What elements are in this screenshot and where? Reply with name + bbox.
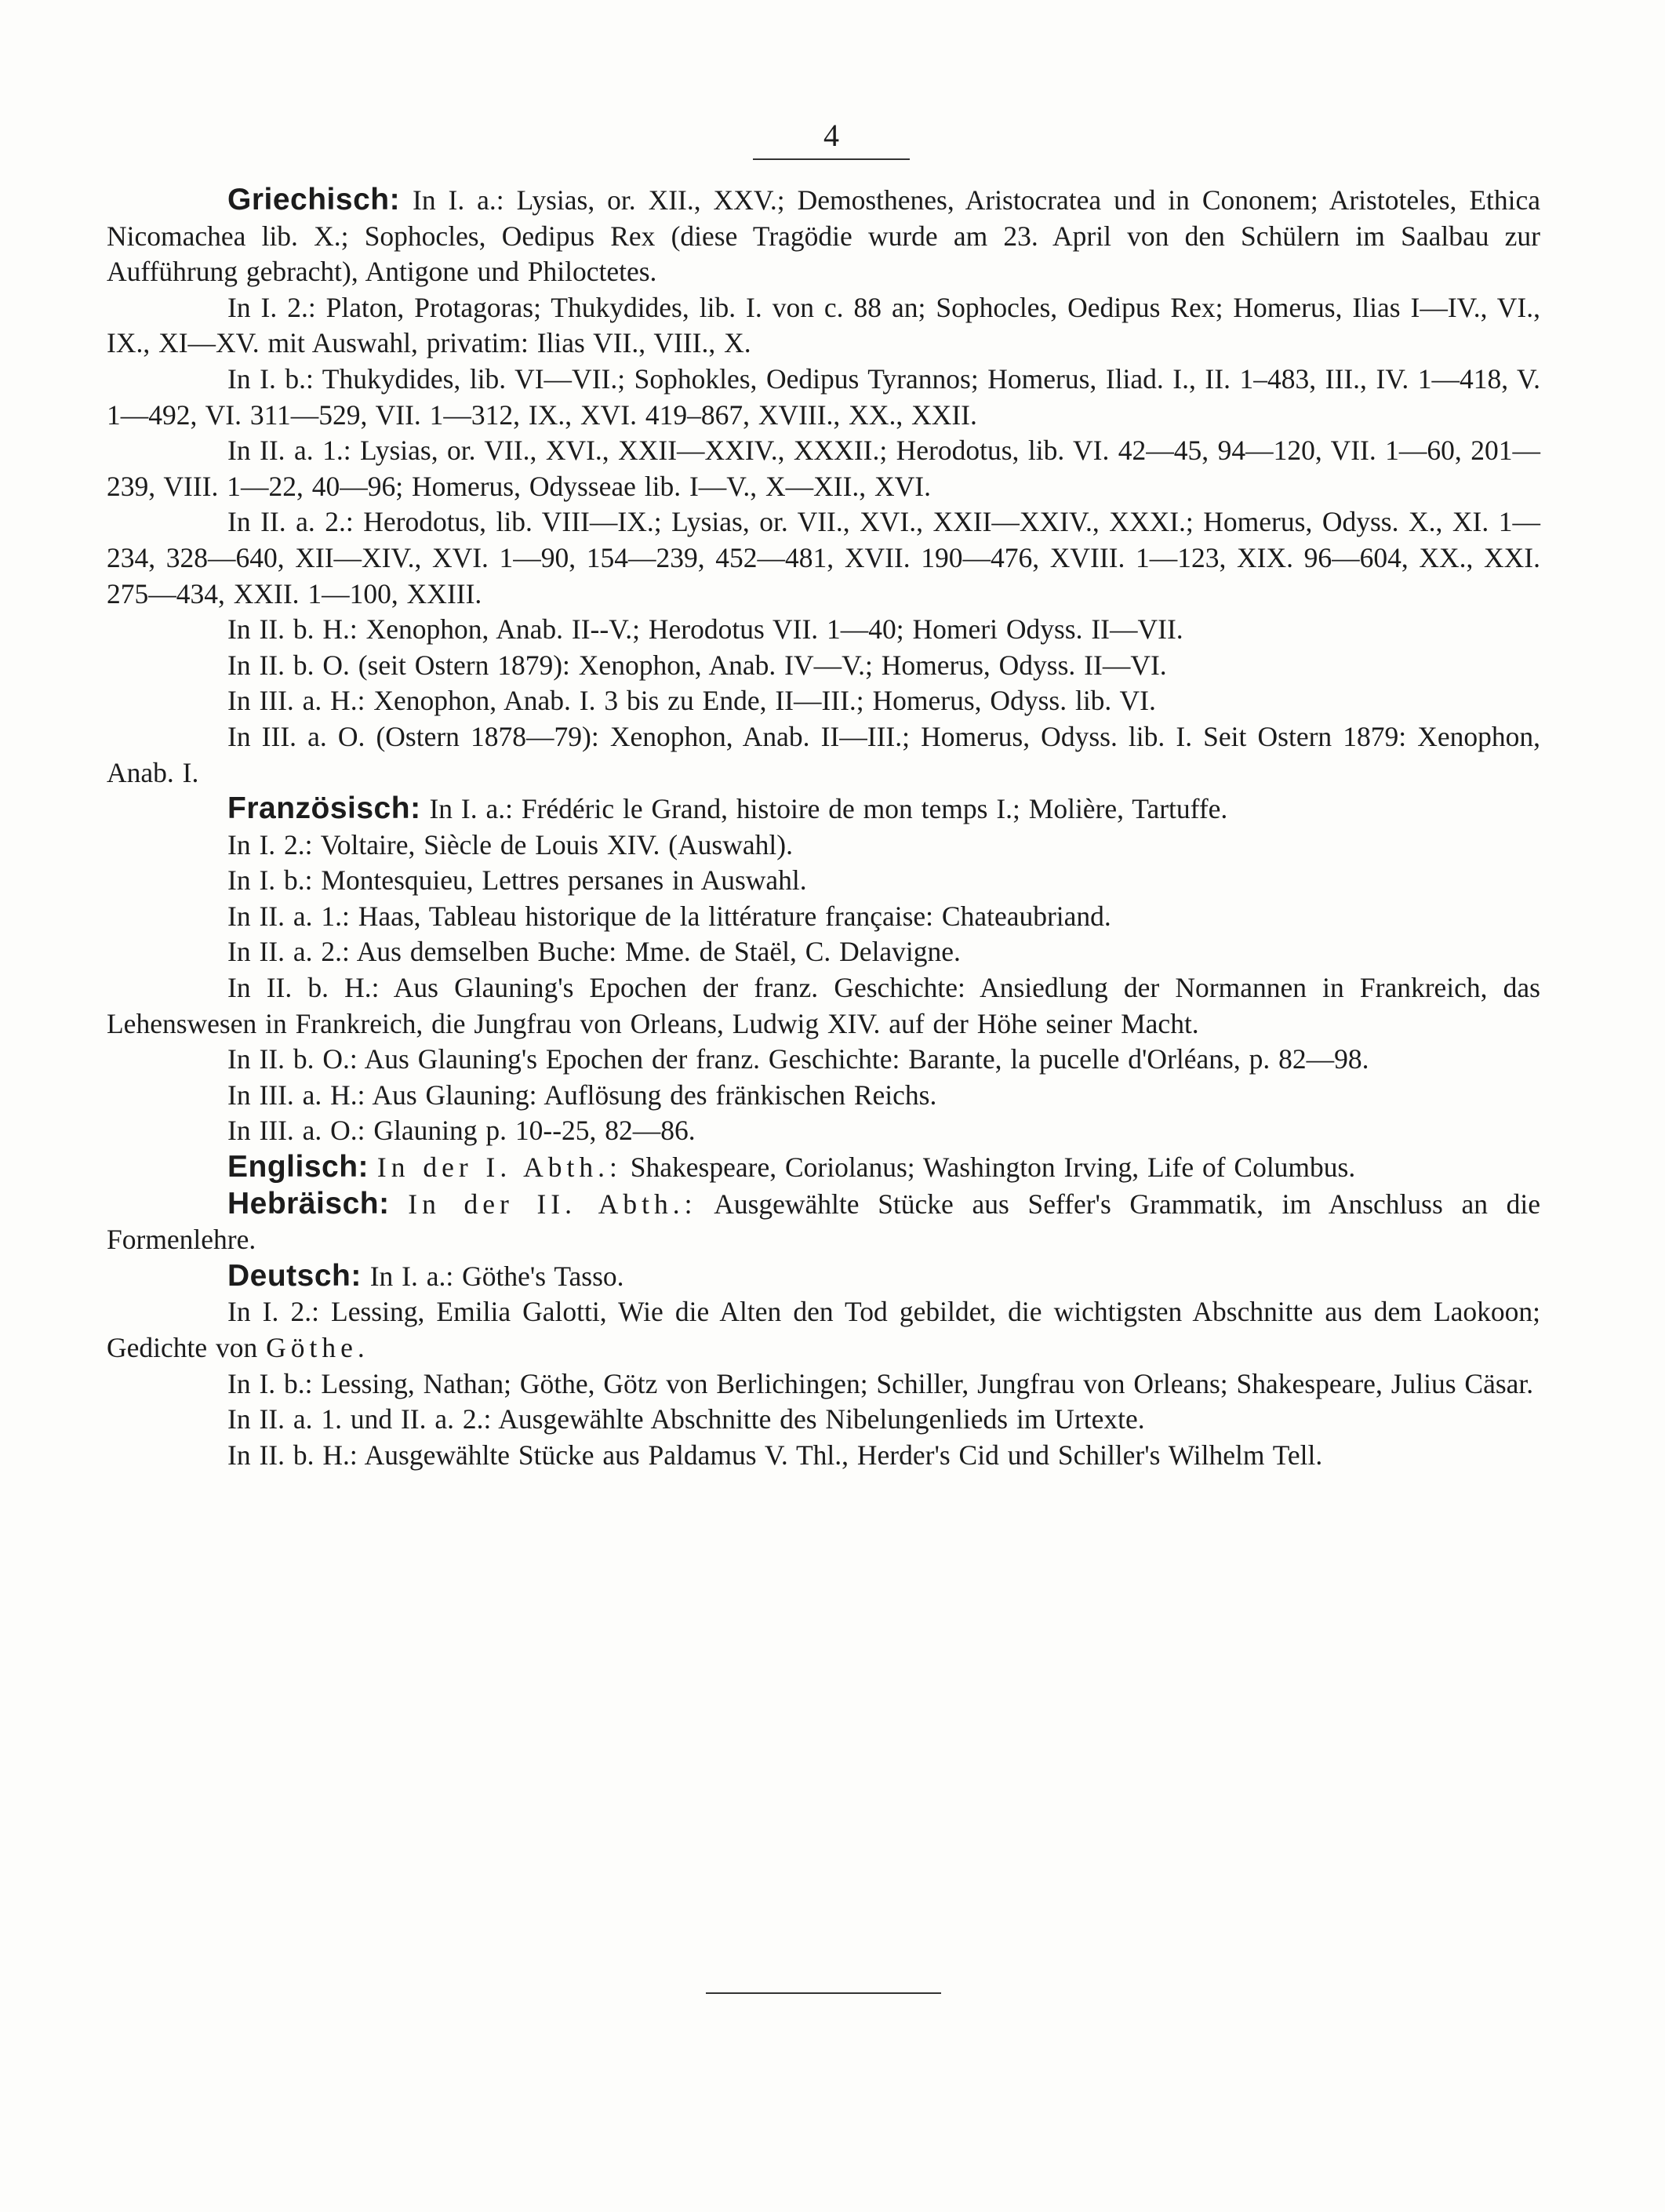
section-griechisch-intro bbox=[107, 182, 1540, 290]
franzoesisch-text: In I. a.: Frédéric le Grand, histoire de mon temps I.; Molière, Tartuffe. bbox=[429, 793, 1228, 825]
griechisch-line: In III. a. H.: Xenophon, Anab. I. 3 bis zu Ende, II—III.; Homerus, Odyss. lib. VI. bbox=[227, 685, 1156, 717]
deutsch-line bbox=[107, 1294, 1540, 1366]
header-rule bbox=[753, 158, 910, 160]
deutsch-line: In II. b. H.: Ausgewählte Stücke aus Paldamus V. Thl., Herder's Cid und Schiller's Wilhelm Tell. bbox=[227, 1439, 1323, 1471]
deutsch-line: In II. a. 1. und II. a. 2.: Ausgewählte Abschnitte des Nibelungenlieds im Urtexte. bbox=[227, 1403, 1145, 1435]
englisch-text: Shakespeare, Coriolanus; Washington Irving, Life of Columbus. bbox=[630, 1151, 1356, 1184]
franzoesisch-line: In II. b. O.: Aus Glauning's Epochen der franz. Geschichte: Barante, la pucelle d'Orléans, p. 82—98. bbox=[227, 1043, 1369, 1075]
section-hebraeisch bbox=[107, 1186, 1540, 1258]
section-englisch bbox=[107, 1149, 1540, 1186]
griechisch-line: In I. b.: Thukydides, lib. VI—VII.; Sophokles, Oedipus Tyrannos; Homerus, Iliad. I., II. 1–483, III., IV. 1—418, V. 1—492, VI. 311—529, VII. 1—312, IX., XVI. 419–867, XVIII., XX., XXII. bbox=[107, 362, 1540, 431]
hebraeisch-division: In der II. Abth.: bbox=[408, 1188, 697, 1220]
section-heading-deutsch: Deutsch: bbox=[227, 1258, 362, 1293]
deutsch-line: In I. b.: Lessing, Nathan; Göthe, Götz von Berlichingen; Schiller, Jungfrau von Orleans; Shakespeare, Julius Cäsar. bbox=[227, 1367, 1534, 1399]
franzoesisch-line: In II. a. 2.: Aus demselben Buche: Mme. de Staël, C. Delavigne. bbox=[227, 936, 961, 968]
franzoesisch-line: In II. b. H.: Aus Glauning's Epochen der franz. Geschichte: Ansiedlung der Normannen in Frankreich, das Lehenswesen in Frankreich, die Jungfrau von Orleans, Ludwig XIV. auf der Höhe seiner Macht. bbox=[107, 972, 1540, 1039]
griechisch-line: In III. a. O. (Ostern 1878—79): Xenophon, Anab. II—III.; Homerus, Odyss. lib. I. Seit Ostern 1879: Xenophon, Anab. I. bbox=[107, 720, 1540, 788]
section-heading-hebraeisch: Hebräisch: bbox=[227, 1186, 390, 1221]
section-franzoesisch-intro bbox=[107, 791, 1540, 828]
englisch-division: In der I. Abth.: bbox=[376, 1151, 622, 1184]
franzoesisch-line: In I. 2.: Voltaire, Siècle de Louis XIV. (Auswahl). bbox=[227, 828, 793, 860]
griechisch-line: In II. a. 1.: Lysias, or. VII., XVI., XXII—XXIV., XXXII.; Herodotus, lib. VI. 42—45, 94—120, VII. 1—60, 201—239, VIII. 1—22, 40—96; Homerus, Odysseae lib. I—V., X—XII., XVI. bbox=[107, 435, 1540, 502]
deutsch-i2-author: Göthe. bbox=[266, 1332, 369, 1363]
franzoesisch-line: In III. a. H.: Aus Glauning: Auflösung des fränkischen Reichs. bbox=[227, 1079, 937, 1111]
footer-rule bbox=[706, 1992, 941, 1994]
griechisch-line: In II. b. H.: Xenophon, Anab. II--V.; Herodotus VII. 1—40; Homeri Odyss. II—VII. bbox=[227, 613, 1183, 646]
franzoesisch-line: In I. b.: Montesquieu, Lettres persanes in Auswahl. bbox=[227, 864, 807, 897]
section-heading-englisch: Englisch: bbox=[227, 1150, 369, 1184]
section-heading-griechisch: Griechisch: bbox=[227, 183, 401, 216]
franzoesisch-line: In II. a. 1.: Haas, Tableau historique de la littérature française: Chateaubriand. bbox=[227, 900, 1111, 932]
document-body bbox=[107, 182, 1540, 1473]
section-heading-franzoesisch: Französisch: bbox=[227, 791, 421, 826]
deutsch-i2-text: In I. 2.: Lessing, Emilia Galotti, Wie die Alten den Tod gebildet, die wichtigsten Abschnitte aus dem Laokoon; Gedichte von bbox=[107, 1296, 1540, 1363]
page-number: 4 bbox=[823, 118, 839, 153]
section-deutsch-intro bbox=[107, 1258, 1540, 1295]
franzoesisch-line: In III. a. O.: Glauning p. 10--25, 82—86. bbox=[227, 1115, 696, 1147]
griechisch-text: In I. a.: Lysias, or. XII., XXV.; Demosthenes, Aristocratea und in Cononem; Aristoteles, Ethica Nicomachea lib. X.; Sophocles, Oedipus Rex (diese Tragödie wurde am 23. April von den Schülern im Saalbau zur Aufführung gebracht), Antigone und Philoctetes. bbox=[107, 184, 1541, 288]
page-header bbox=[753, 118, 910, 160]
hebraeisch-text: Ausgewählte Stücke aus Seffer's Grammatik, im Anschluss an die Formenlehre. bbox=[107, 1188, 1541, 1256]
griechisch-line: In II. a. 2.: Herodotus, lib. VIII—IX.; Lysias, or. VII., XVI., XXII—XXIV., XXXI.; Homerus, Odyss. X., XI. 1—234, 328—640, XII—XIV., XVI. 1—90, 154—239, 452—481, XVII. 190—476, XVIII. 1—123, XIX. 96—604, XX., XXI. 275—434, XXII. 1—100, XXIII. bbox=[107, 506, 1540, 609]
deutsch-text: In I. a.: Göthe's Tasso. bbox=[369, 1260, 624, 1292]
griechisch-line: In II. b. O. (seit Ostern 1879): Xenophon, Anab. IV—V.; Homerus, Odyss. II—VI. bbox=[227, 649, 1167, 681]
griechisch-line: In I. 2.: Platon, Protagoras; Thukydides, lib. I. von c. 88 an; Sophocles, Oedipus Rex; Homerus, Ilias I—IV., VI., IX., XI—XV. mit Auswahl, privatim: Ilias VII., VIII., X. bbox=[107, 291, 1540, 359]
